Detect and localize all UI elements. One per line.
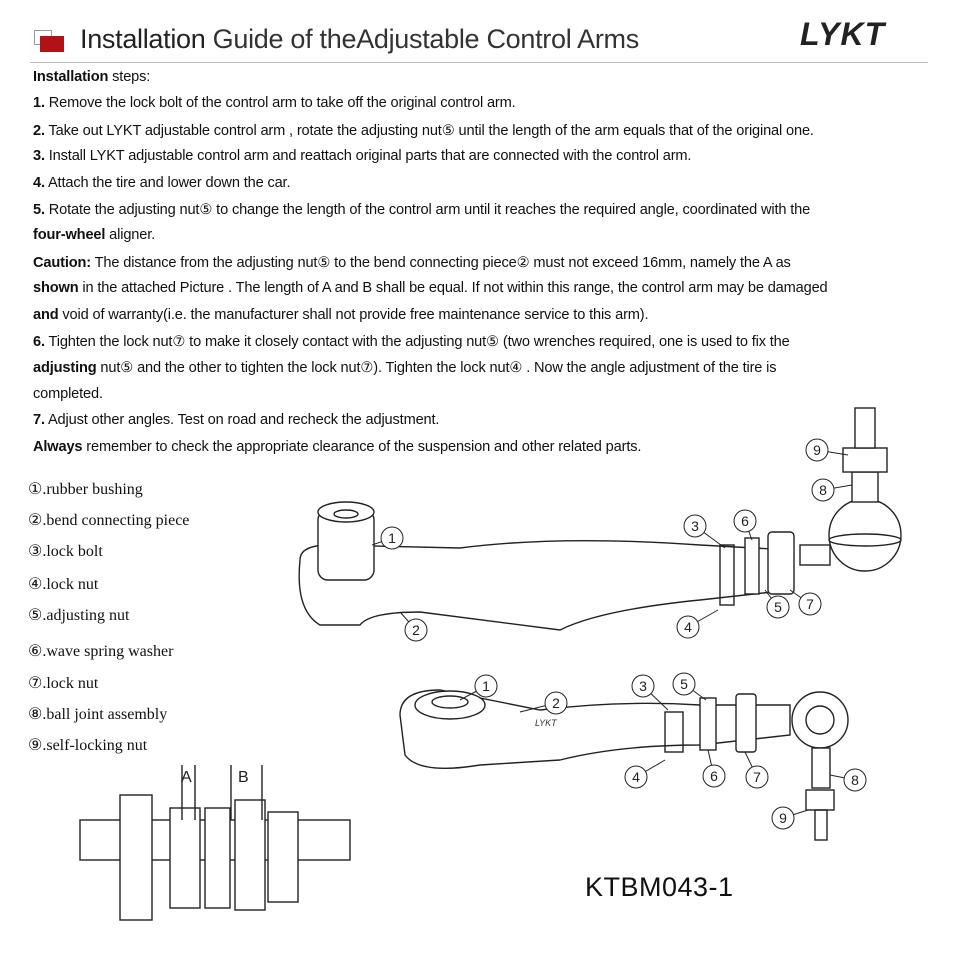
line-text: in the attached Picture . The length of A and B shall be equal. If not within this range, the control arm may be damaged [78, 280, 828, 297]
line-text: Adjust other angles. Test on road and recheck the adjustment. [44, 412, 440, 429]
line-bold: Caution: [33, 254, 91, 271]
line-text: Attach the tire and lower down the car. [44, 174, 291, 191]
line-bold: 6. [33, 334, 45, 350]
callout-number: 6 [710, 768, 718, 784]
line-text: Tighten the lock nut⑦ to make it closely contact with the adjusting nut⑤ (two wrenches required, one is used to fix the [44, 334, 790, 350]
callout-number: 1 [388, 530, 396, 546]
arm-brand-label: LYKT [535, 718, 557, 728]
callout-number: 7 [806, 596, 814, 612]
line-text: void of warranty(i.e. the manufacturer shall not provide free maintenance service to this arm). [58, 306, 649, 323]
legend-item: ⑥.wave spring washer [28, 643, 174, 660]
callout-number: 3 [639, 678, 647, 694]
callout-number: 9 [779, 810, 787, 826]
line-bold: 7. [33, 412, 45, 429]
legend-item: ⑨.self-locking nut [28, 737, 148, 754]
page-title: Installation Guide of theAdjustable Control Arms [80, 24, 639, 54]
callout-number: 8 [851, 772, 859, 788]
callout-number: 4 [632, 769, 640, 785]
line-text: The distance from the adjusting nut⑤ to the bend connecting piece② must not exceed 16mm, namely the A as [90, 254, 791, 271]
line-bold: Installation [33, 69, 109, 85]
legend-item: ④.lock nut [28, 576, 99, 593]
callout-number: 5 [680, 676, 688, 692]
legend-item: ②.bend connecting piece [28, 512, 190, 529]
line-bold: 2. [33, 122, 45, 139]
line-bold: four-wheel [33, 227, 106, 244]
line-bold: Always [33, 438, 83, 455]
line-bold: shown [33, 280, 79, 297]
dimension-b-label: B [238, 769, 249, 786]
brand-logo: LYKT [800, 16, 886, 52]
model-number: KTBM043-1 [585, 872, 734, 902]
callout-number: 2 [412, 622, 420, 638]
line-text: nut⑤ and the other to tighten the lock nut⑦). Tighten the lock nut④ . Now the angle adjustment of the tire is [96, 360, 777, 377]
line-bold: 3. [33, 148, 45, 165]
legend-item: ③.lock bolt [28, 543, 103, 560]
legend-item: ⑦.lock nut [28, 675, 99, 692]
line-text: aligner. [105, 227, 156, 244]
line-bold: 5. [33, 202, 45, 218]
line-bold: adjusting [33, 360, 97, 377]
legend-item: ①.rubber bushing [28, 481, 143, 498]
line-text: steps: [108, 69, 151, 85]
legend-item: ⑤.adjusting nut [28, 607, 130, 624]
line-bold: and [33, 306, 59, 323]
line-text: remember to check the appropriate clearance of the suspension and other related parts. [82, 438, 642, 455]
callout-number: 6 [741, 513, 749, 529]
line-text: completed. [33, 385, 103, 402]
detail-drawing [80, 765, 350, 920]
legend-item: ⑧.ball joint assembly [28, 706, 168, 723]
callout-number: 2 [552, 695, 560, 711]
callout-number: 4 [684, 619, 692, 635]
line-text: Rotate the adjusting nut⑤ to change the length of the control arm until it reaches the required angle, coordinated with the [44, 202, 811, 218]
line-text: Install LYKT adjustable control arm and reattach original parts that are connected with the control arm. [44, 148, 692, 165]
callout-number: 9 [813, 442, 821, 458]
dimension-a-label: A [181, 769, 192, 786]
line-bold: 4. [33, 174, 45, 191]
callout-number: 1 [482, 678, 490, 694]
line-text: Remove the lock bolt of the control arm to take off the original control arm. [44, 95, 516, 112]
callout-number: 7 [753, 769, 761, 785]
line-text: Take out LYKT adjustable control arm , rotate the adjusting nut⑤ until the length of the arm equals that of the original one. [44, 122, 814, 139]
callout-number: 8 [819, 482, 827, 498]
line-bold: 1. [33, 95, 45, 112]
callout-number: 3 [691, 518, 699, 534]
callout-number: 5 [774, 599, 782, 615]
